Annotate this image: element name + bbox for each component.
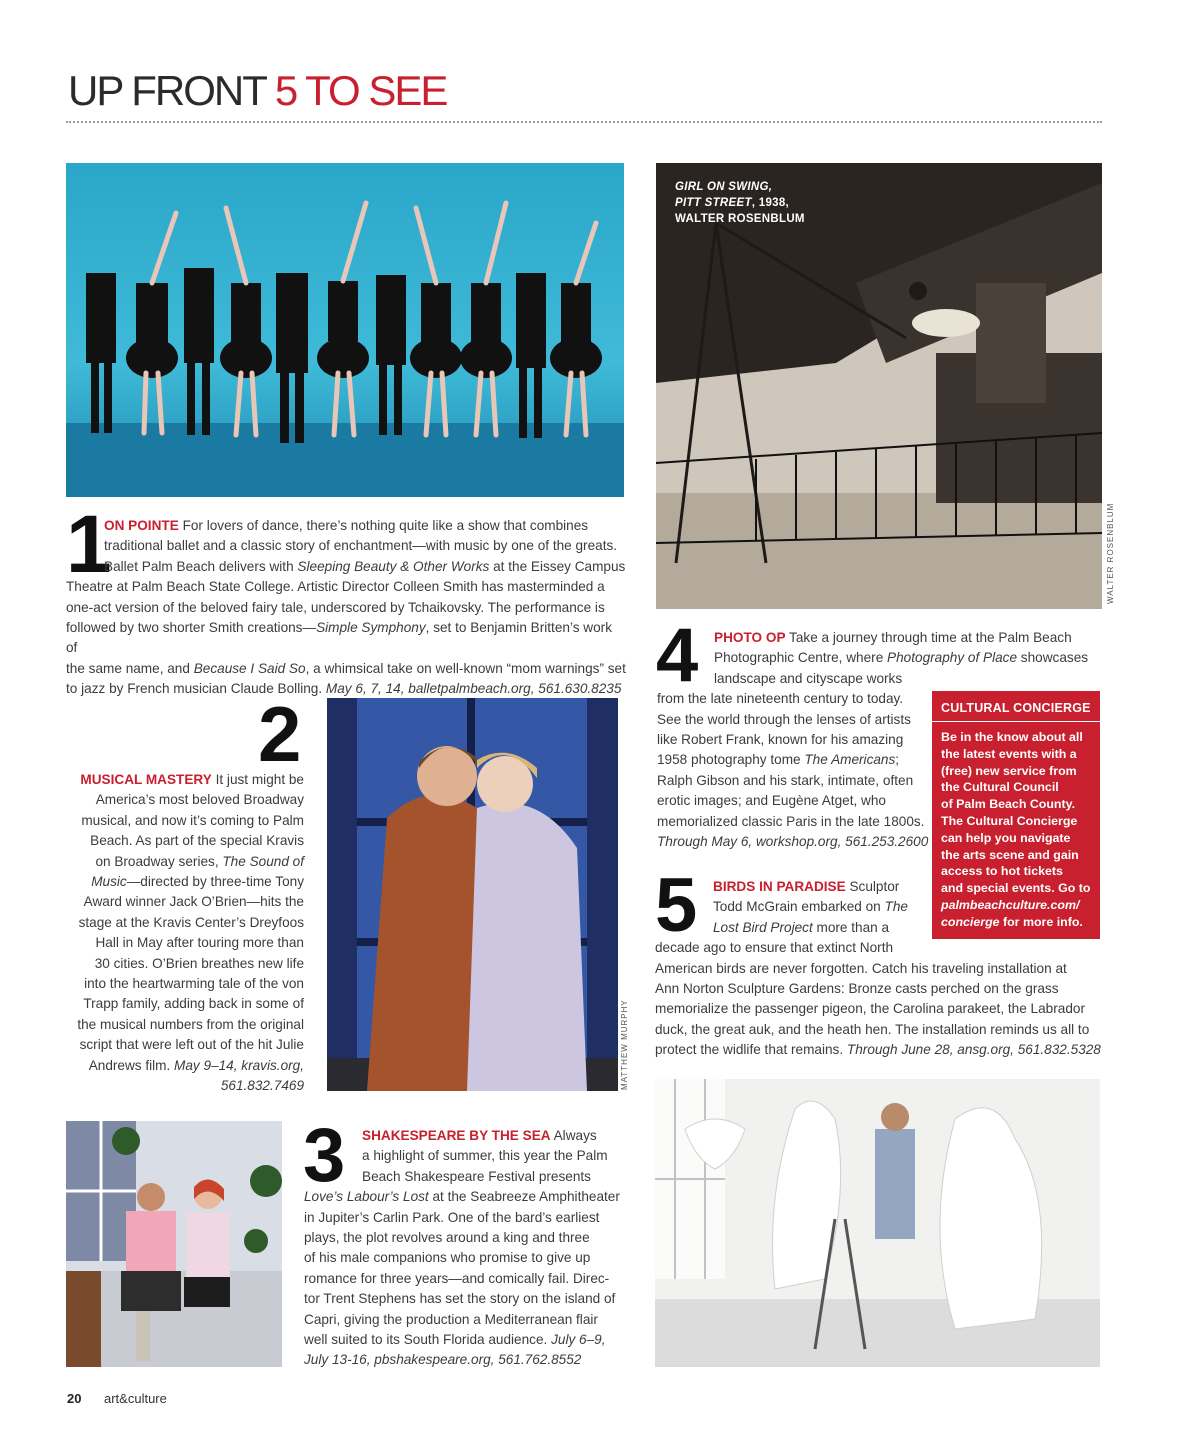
sidebar-link[interactable]: palmbeachculture.com/ <box>941 897 1080 912</box>
item-2-heading: MUSICAL MASTERY <box>80 772 212 787</box>
item-4-text: PHOTO OP Take a journey through time at the Palm Beach Photographic Centre, where Photography of Place showcases landscape and cityscape works from the late nineteenth century to today. See the world through the lenses of artists like Robert Frank, known for his amazing 1958 photography tome The Americans; Ralph Gibson and his stark, intimate, often erotic images; and Eugène Atget, who memorialized classic Paris in the late 1800s. Through May 6, workshop.org, 561.253.2600 <box>657 630 1089 850</box>
item-5-text: BIRDS IN PARADISE Sculptor Todd McGrain embarked on The Lost Bird Project more than a decade ago to ensure that extinct North American birds are never forgotten. Catch his traveling installation at Ann Norton Sculpture Gardens: Bronze casts perched on the grass memorialize the passenger pigeon, the Carolina parakeet, the Labrador duck, the great auk, and the heath hen. The installation reminds us all to protect the widlife that remains. Through June 28, ansg.org, 561.832.5328 <box>655 879 1101 1058</box>
item-2-text: MUSICAL MASTERY It just might be America’s most beloved Broadway musical, and now it’s coming to Palm Beach. As part of the special Kravis on Broadway series, The Sound of Music—directed by three-time Tony Award winner Jack O’Brien—hits the stage at the Kravis Center’s Dreyfoos Hall in May after touring more than 30 cities. O’Brien breathes new life into the heartwarming tale of the von Trapp family, adding back in some of the musical numbers from the original script that were left out of the hit Julie Andrews film. May 9–14, kravis.org, 561.832.7469 <box>77 772 304 1094</box>
item-1-heading: ON POINTE <box>104 518 179 533</box>
item-3-heading: SHAKESPEARE BY THE SEA <box>362 1128 551 1143</box>
photo-credit: MATTHEW MURPHY <box>620 999 629 1090</box>
sound-of-music-photo <box>327 698 618 1091</box>
item-3-text: SHAKESPEARE BY THE SEA Always a highlight of summer, this year the Palm Beach Shakespeare Festival presents Love’s Labour’s Lost at the Seabreeze Amphitheater in Jupiter’s Carlin Park. One of the bard’s earliest plays, the plot revolves around a king and three of his male companions who promise to give up romance for three years—and comically fail. Direc- tor Trent Stephens has set the story on the island of Capri, giving the production a Mediterranean flair well suited to its South Florida audience. July 6–9, July 13-16, pbshakespeare.org, 561.762.8552 <box>304 1128 620 1368</box>
header-divider <box>66 121 1102 123</box>
magazine-name: art&culture <box>104 1391 167 1406</box>
photo-credit: WALTER ROSENBLUM <box>1106 502 1115 604</box>
item-1-number: 1 <box>66 499 109 590</box>
item-1-text: ON POINTE For lovers of dance, there’s nothing quite like a show that combines traditional ballet and a classic story of enchantment—with music by one of the greats. Ballet Palm Beach delivers with Sleeping Beauty & Other Works at the Eissey Campus Theatre at Palm Beach State College. Artistic Director Colleen Smith has masterminded a one-act version of the beloved fairy tale, underscored by Tchaikovsky. The performance is followed by two shorter Smith creations—Simple Symphony, set to Benjamin Britten’s work of the same name, and Because I Said So, a whimsical take on well-known “mom warnings” set to jazz by French musician Claude Bolling. May 6, 7, 14, balletpalmbeach.org, 561.630.8235 <box>66 518 626 697</box>
sidebar-title: CULTURAL CONCIERGE <box>941 701 1091 715</box>
item-2-number: 2 <box>258 690 299 778</box>
sidebar-link-end[interactable]: concierge <box>941 914 1000 929</box>
ballet-photo <box>66 163 624 497</box>
caption-line-1: GIRL ON SWING, <box>675 181 773 193</box>
sidebar-divider <box>932 721 1100 722</box>
sidebar-body: Be in the know about all the latest events with a (free) new service from the Cultural Council of Palm Beach County. The Cultural Concierge can help you navigate the arts scene and gain access to hot tickets and special events. Go to palmbeachculture.com/ concierge for more info. <box>941 730 1091 929</box>
item-5-number: 5 <box>655 863 695 948</box>
section-title-highlight: 5 TO SEE <box>274 67 447 114</box>
item-4-number: 4 <box>656 613 696 698</box>
caption-year: , 1938, <box>751 197 790 209</box>
item-4-heading: PHOTO OP <box>714 630 786 645</box>
girl-on-swing-photo <box>656 163 1102 609</box>
item-3-number: 3 <box>303 1113 343 1198</box>
section-title-prefix: UP FRONT <box>68 67 266 114</box>
caption-title: PITT STREET <box>675 197 752 209</box>
bird-sculpture-photo <box>655 1079 1100 1367</box>
item-5-heading: BIRDS IN PARADISE <box>713 879 846 894</box>
page-number: 20 <box>67 1391 82 1406</box>
photo-caption <box>675 179 805 227</box>
caption-artist: WALTER ROSENBLUM <box>675 213 805 225</box>
section-title <box>68 67 447 114</box>
shakespeare-photo <box>66 1121 282 1367</box>
